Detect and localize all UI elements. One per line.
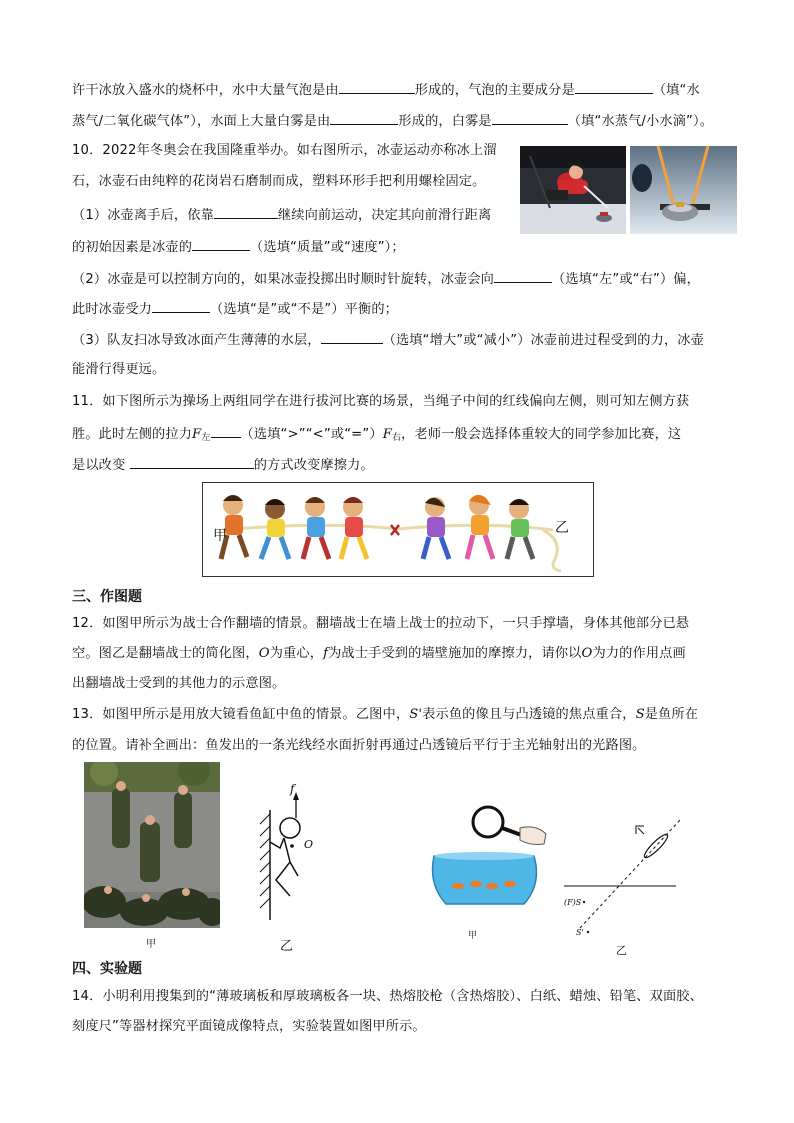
fig-caption-jia-2: 甲 xyxy=(468,931,478,941)
team-label-yi: 乙 xyxy=(555,520,569,536)
q10-line-8: 能滑行得更远。 xyxy=(72,362,166,377)
q11-line-2: 胜。此时左侧的拉力$F_左$ （选填“>”“<”或“$=”)F_右$，老师一般会选择体重较大的同学参加比赛，这 xyxy=(72,423,681,448)
tug-of-war-illustration xyxy=(203,483,593,575)
soldiers-wall-image xyxy=(84,762,220,928)
lens-ray-diagram xyxy=(558,808,688,948)
answer-blank[interactable] xyxy=(214,204,278,219)
curling-player-image xyxy=(520,146,626,234)
kid-6 xyxy=(467,495,493,559)
stick-figure-diagram xyxy=(240,780,330,930)
curling-photo-right xyxy=(630,146,737,234)
curling-sweep-image xyxy=(630,146,737,234)
wall-climb-photo xyxy=(84,762,220,928)
section-4-heading: 四、实验题 xyxy=(72,961,142,977)
team-label-jia: 甲 xyxy=(213,528,227,544)
magnifier-fishbowl-figure xyxy=(424,800,550,912)
q10-line-2: 石，冰壶石由纯粹的花岗岩石磨制而成，塑料环形手把利用螺栓固定。 xyxy=(72,174,486,189)
answer-blank[interactable] xyxy=(130,454,254,469)
fishbowl-image xyxy=(424,800,550,912)
q10-line-4: 的初始因素是冰壶的 （选填“质量”或“速度”）； xyxy=(72,236,405,258)
q11-line-3: 是以改变 的方式改变摩擦力。 xyxy=(72,454,374,476)
answer-blank[interactable] xyxy=(575,79,653,94)
q10-line-5: （2）冰壶是可以控制方向的，如果冰壶投掷出时顺时针旋转，冰壶会向 （选填“左”或“右”）偏， xyxy=(72,268,700,290)
q13-line-2: 的位置。请补全画出：鱼发出的一条光线经水面折射再通过凸透镜后平行于主光轴射出的光路图。 xyxy=(72,738,646,753)
kid-7 xyxy=(507,499,533,559)
answer-blank[interactable] xyxy=(330,110,398,125)
q12-line-1: 12．如图甲所示为战士合作翻墙的情景。翻墙战士在墙上战士的拉动下，一只手撑墙，身体其他部分已悬 xyxy=(72,616,690,631)
wall-climb-diagram xyxy=(240,780,330,930)
fig-caption-yi-1: 乙 xyxy=(280,939,294,954)
q14-line-1: 14．小明利用搜集到的“薄玻璃板和厚玻璃板各一块、热熔胶枪（含热熔胶）、白纸、蜡烛、铅笔、双面胶、 xyxy=(72,989,703,1004)
q14-line-2: 刻度尺”等器材探究平面镜成像特点，实验装置如图甲所示。 xyxy=(72,1019,426,1034)
kid-4 xyxy=(341,497,367,559)
tug-of-war-figure xyxy=(202,482,594,577)
q10-line-3: （1）冰壶离手后，依靠 继续向前运动，决定其向前滑行距离 xyxy=(72,204,491,226)
fig-caption-jia-1: 甲 xyxy=(146,939,156,950)
answer-blank[interactable] xyxy=(339,79,415,94)
q12-line-2: 空。图乙是翻墙战士的简化图，O为重心，f为战士手受到的墙壁施加的摩擦力，请你以O为力的作用点画 xyxy=(72,646,686,661)
answer-blank[interactable] xyxy=(321,329,383,344)
q10-line-6: 此时冰壶受力 （选填“是”或“不是”）平衡的； xyxy=(72,298,398,320)
q11-line-1: 11．如下图所示为操场上两组同学在进行拔河比赛的场景，当绳子中间的红线偏向左侧，则可知左侧方获 xyxy=(72,394,690,409)
kid-3 xyxy=(303,497,329,559)
answer-blank[interactable] xyxy=(492,110,568,125)
q10-line-7: （3）队友扫冰导致冰面产生薄薄的水层， （选填“增大”或“减小”）冰壶前进过程受到的力，冰壶 xyxy=(72,329,704,351)
kid-2 xyxy=(261,499,289,559)
optics-diagram xyxy=(558,808,688,948)
focal-point-label: (F)S xyxy=(564,898,582,907)
fig-caption-yi-2: 乙 xyxy=(616,944,627,957)
center-o-label: O xyxy=(304,838,314,851)
section-3-heading: 三、作图题 xyxy=(72,589,142,605)
q12-line-3: 出翻墙战士受到的其他力的示意图。 xyxy=(72,676,286,691)
q10-line-1: 10．2022年冬奥会在我国隆重举办。如右图所示，冰壶运动亦称冰上溜 xyxy=(72,143,497,158)
curling-photo-left xyxy=(520,146,626,234)
answer-blank[interactable] xyxy=(494,268,552,283)
q9-line-1: 许干冰放入盛水的烧杯中，水中大量气泡是由 形成的，气泡的主要成分是 （填“水 xyxy=(72,79,700,101)
fish-position-label: S' xyxy=(576,928,584,937)
answer-blank[interactable] xyxy=(192,236,250,251)
answer-blank[interactable] xyxy=(152,298,210,313)
force-f-label: f xyxy=(290,782,295,796)
q13-line-1: 13．如图甲所示是用放大镜看鱼缸中鱼的情景。乙图中，S'表示鱼的像且与凸透镜的焦点重合，S是鱼所在 xyxy=(72,707,699,722)
q9-line-2: 蒸气/二氧化碳气体”），水面上大量白雾是由 形成的，白雾是 （填“水蒸气/小水滴”）。 xyxy=(72,110,713,132)
answer-blank[interactable] xyxy=(211,423,241,438)
